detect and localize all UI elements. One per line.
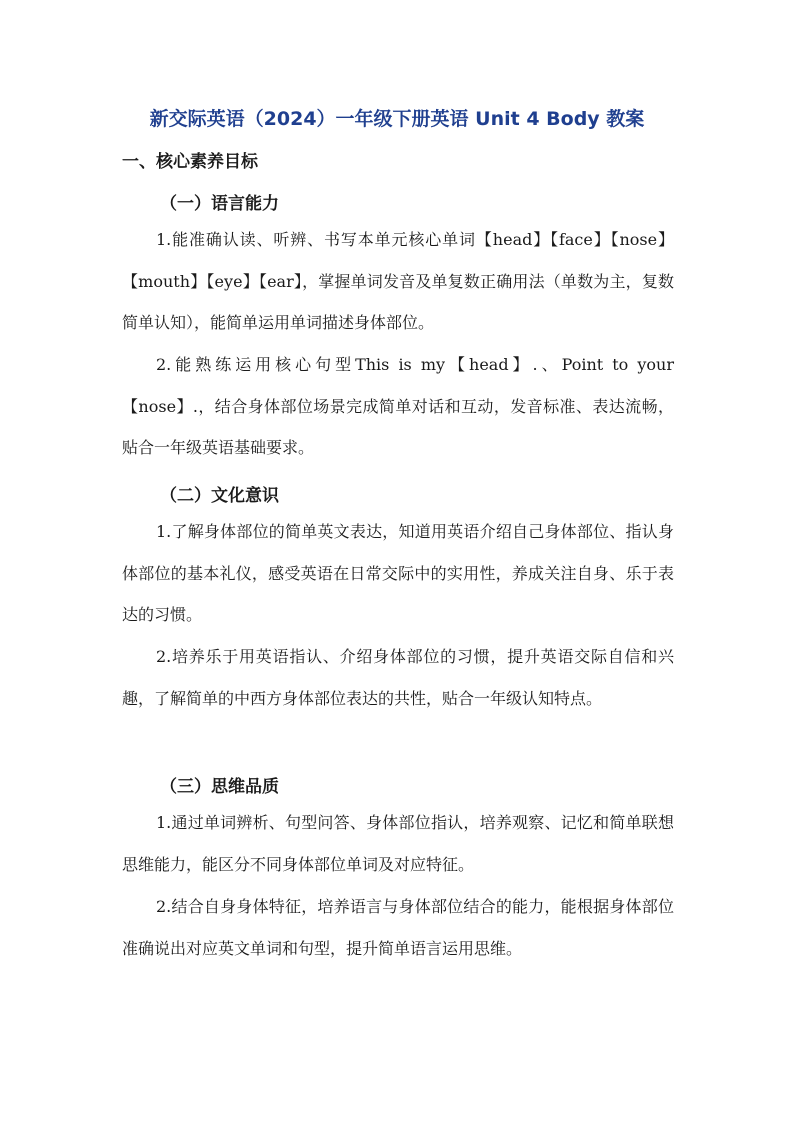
- paragraph-language-1: 1.能准确认读、听辨、书写本单元核心单词【head】【face】【nose】【mouth】【eye】【ear】，掌握单词发音及单复数正确用法（单数为主，复数简单认知），能简单运用单词描述身体部位。: [122, 230, 674, 332]
- subsection-heading-thinking-quality: （三）思维品质: [160, 777, 279, 797]
- document-title: 新交际英语（2024）一年级下册英语 Unit 4 Body 教案: [149, 108, 645, 130]
- paragraph-thinking-1: 1.通过单词辨析、句型问答、身体部位指认，培养观察、记忆和简单联想思维能力，能区分不同身体部位单词及对应特征。: [122, 813, 674, 874]
- subsection-heading-language-ability: （一）语言能力: [160, 194, 279, 214]
- paragraph-culture-1: 1.了解身体部位的简单英文表达，知道用英语介绍自己身体部位、指认身体部位的基本礼仪，感受英语在日常交际中的实用性，养成关注自身、乐于表达的习惯。: [122, 522, 674, 624]
- paragraph-thinking-2: 2.结合自身身体特征，培养语言与身体部位结合的能力，能根据身体部位准确说出对应英文单词和句型，提升简单语言运用思维。: [122, 897, 674, 958]
- section-heading-core-goals: 一、核心素养目标: [122, 152, 258, 172]
- subsection-heading-cultural-awareness: （二）文化意识: [160, 486, 279, 506]
- paragraph-culture-2: 2.培养乐于用英语指认、介绍身体部位的习惯，提升英语交际自信和兴趣，了解简单的中西方身体部位表达的共性，贴合一年级认知特点。: [122, 647, 674, 708]
- paragraph-language-2: 2.能熟练运用核心句型This is my【head】.、Point to your【nose】.，结合身体部位场景完成简单对话和互动，发音标准、表达流畅，贴合一年级英语基础要求。: [122, 355, 674, 457]
